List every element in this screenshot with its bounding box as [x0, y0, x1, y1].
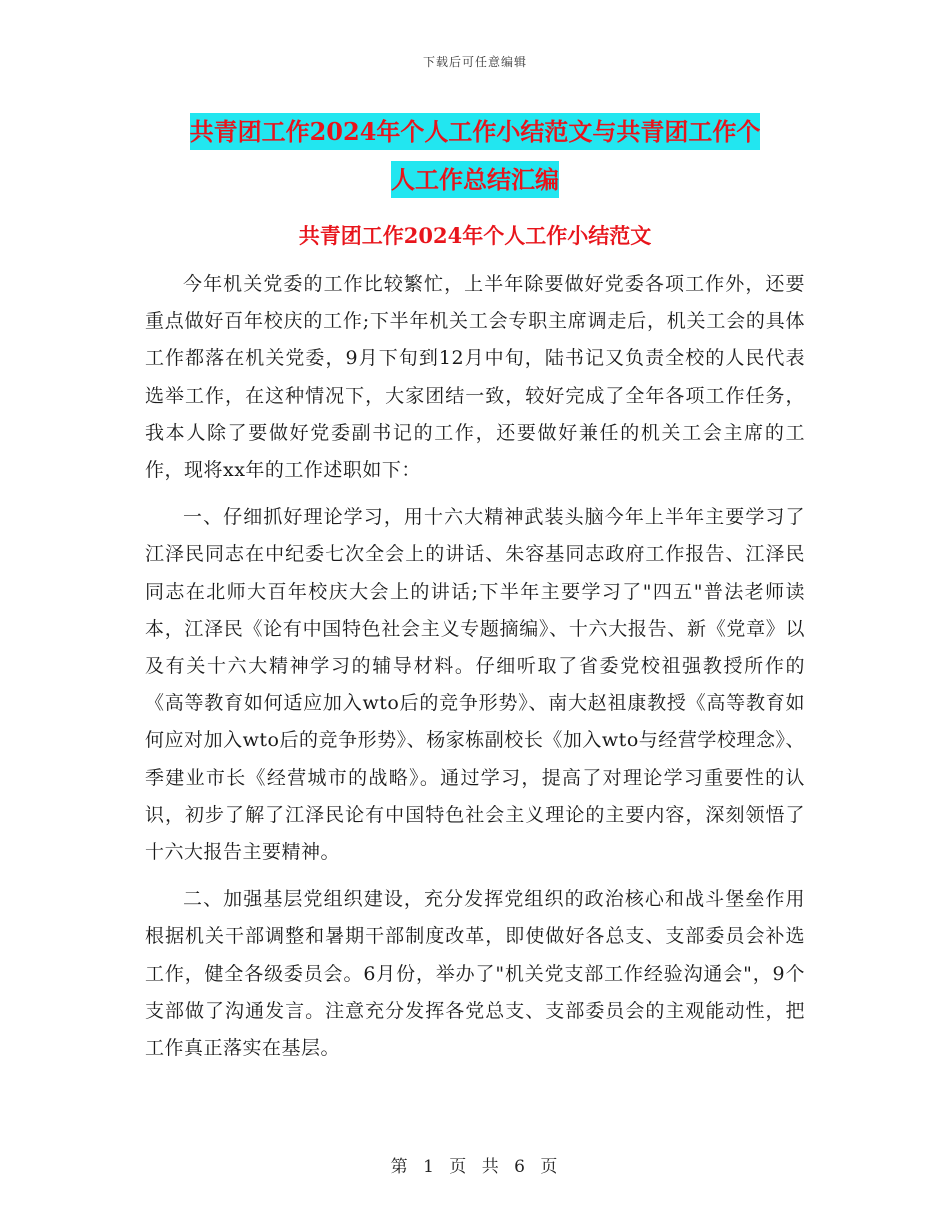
section-title: 共青团工作2024年个人工作小结范文	[298, 223, 652, 248]
paragraph-2: 一、仔细抓好理论学习，用十六大精神武装头脑今年上半年主要学习了江泽民同志在中纪委七次全会上的讲话、朱容基同志政府工作报告、江泽民同志在北师大百年校庆大会上的讲话;下半年主要学习了"四五"普法老师读本，江泽民《论有中国特色社会主义专题摘编》、十六大报告、新《党章》以及有关十六大精神学习的辅导材料。仔细听取了省委党校祖强教授所作的《高等教育如何适应加入wto后的竞争形势》、南大赵祖康教授《高等教育如何应对加入wto后的竞争形势》、杨家栋副校长《加入wto与经营学校理念》、季建业市长《经营城市的战略》。通过学习，提高了对理论学习重要性的认识，初步了解了江泽民论有中国特色社会主义理论的主要内容，深刻领悟了十六大报告主要精神。	[145, 506, 805, 864]
document-body	[145, 266, 805, 1077]
footer-mid: 页	[449, 1157, 469, 1177]
document-title	[0, 108, 950, 204]
page-footer	[0, 1152, 950, 1177]
paragraph-1: 今年机关党委的工作比较繁忙，上半年除要做好党委各项工作外，还要重点做好百年校庆的工作;下半年机关工会专职主席调走后，机关工会的具体工作都落在机关党委，9月下旬到12月中旬，陆书记又负责全校的人民代表选举工作，在这种情况下，大家团结一致，较好完成了全年各项工作任务，我本人除了要做好党委副书记的工作，还要做好兼任的机关工会主席的工作，现将xx年的工作述职如下：	[145, 273, 805, 482]
footer-suffix: 页	[540, 1157, 560, 1177]
footer-total-prefix: 共	[481, 1157, 501, 1177]
title-line-1: 共青团工作2024年个人工作小结范文与共青团工作个	[190, 113, 761, 150]
page-number: 1	[423, 1157, 436, 1177]
paragraph-3: 二、加强基层党组织建设，充分发挥党组织的政治核心和战斗堡垒作用根据机关干部调整和暑期干部制度改革，即使做好各总支、支部委员会补选工作，健全各级委员会。6月份，举办了"机关党支部工作经验沟通会"，9个支部做了沟通发言。注意充分发挥各党总支、支部委员会的主观能动性，把工作真正落实在基层。	[145, 888, 805, 1060]
page-total: 6	[514, 1157, 527, 1177]
header-note: 下载后可任意编辑	[422, 55, 527, 69]
footer-prefix: 第	[390, 1157, 410, 1177]
title-line-2: 人工作总结汇编	[391, 161, 559, 198]
